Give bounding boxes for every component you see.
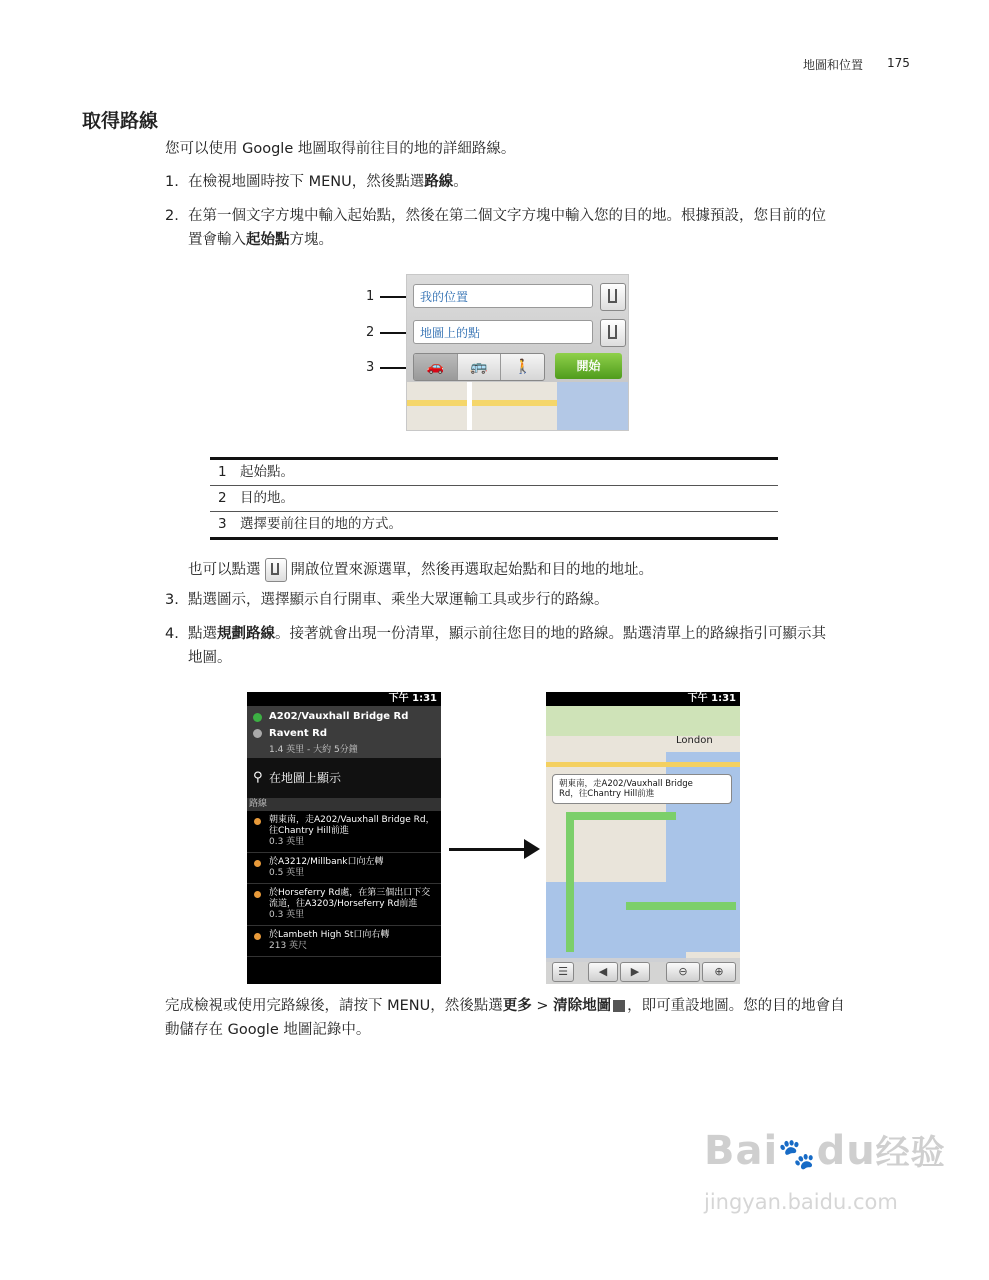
step-1: [165, 170, 910, 194]
pin-icon: ⚲: [253, 770, 263, 785]
map-road: [467, 382, 472, 430]
route-from: A202/Vauxhall Bridge Rd: [269, 711, 409, 722]
map-road: [546, 762, 740, 767]
walk-icon[interactable]: 🚶: [513, 359, 532, 375]
zoom-out-icon[interactable]: ⊖: [666, 962, 700, 982]
route-input-screenshot: [406, 274, 629, 431]
table-row: [210, 512, 778, 537]
end-point-field[interactable]: 地圖上的點: [413, 320, 593, 344]
step-text: 在檢視地圖時按下 MENU，然後點選: [188, 174, 425, 190]
row-number: 3: [218, 516, 227, 532]
bubble-text: 朝東南，走A202/Vauxhall Bridge: [559, 779, 693, 789]
direction-text: 於Horseferry Rd處，在第三個出口下交流道，往A3203/Horseferry Rd前進: [269, 888, 431, 909]
bookmark-note: [188, 558, 653, 582]
direction-dot-icon: [254, 933, 261, 940]
map-route: [566, 812, 676, 820]
row-number: 1: [218, 464, 227, 480]
show-on-map-button[interactable]: [247, 758, 441, 798]
watermark-url: jingyan.baidu.com: [704, 1190, 898, 1214]
watermark-brand: Bai: [704, 1128, 779, 1174]
bus-icon[interactable]: 🚌: [458, 354, 502, 380]
step-4: [165, 622, 910, 670]
step-text: 地圖。: [188, 650, 232, 666]
route-summary: [247, 706, 441, 758]
list-icon[interactable]: ☰: [552, 962, 574, 982]
closing-paragraph: [165, 994, 910, 1042]
map-preview: [407, 382, 628, 430]
prev-step-icon[interactable]: ◀: [588, 962, 618, 982]
next-step-icon[interactable]: ▶: [620, 962, 650, 982]
map-river: [557, 382, 628, 430]
callout-3: 3: [366, 360, 375, 375]
step-bold-text: 起始點: [246, 232, 290, 248]
step-number: 1.: [165, 174, 179, 190]
map-route: [626, 902, 736, 910]
direction-item[interactable]: [247, 853, 441, 884]
direction-dot-icon: [254, 891, 261, 898]
start-marker-icon: [253, 713, 262, 722]
route-to: Ravent Rd: [269, 728, 327, 739]
step-text: 方塊。: [289, 232, 333, 248]
direction-distance: 0.3 英里: [269, 837, 305, 847]
directions-section-header: 路線: [247, 798, 441, 811]
bookmark-icon: [608, 325, 617, 339]
step-text: 。: [453, 174, 468, 190]
travel-mode-selector: [413, 353, 545, 381]
status-bar: 下午 1:31: [247, 692, 441, 706]
legend-table: [210, 457, 778, 540]
table-row: [210, 486, 778, 512]
step-text: 在第一個文字方塊中輸入起始點，然後在第二個文字方塊中輸入您的目的地。根據預設，您目前的位: [188, 208, 826, 224]
step-bold-text: 規劃路線: [217, 626, 275, 642]
callout-1: 1: [366, 289, 375, 304]
note-text: 也可以點選: [188, 562, 261, 578]
closing-text: 動儲存在 Google 地圖記錄中。: [165, 1022, 371, 1038]
direction-dot-icon: [254, 860, 261, 867]
directions-list-screenshot: [247, 692, 441, 984]
arrow-line: [449, 848, 527, 851]
table-row: [210, 460, 778, 486]
row-text: 選擇要前往目的地的方式。: [240, 516, 402, 532]
watermark-brand: du: [816, 1128, 876, 1174]
section-title: 取得路線: [82, 110, 159, 132]
start-bookmark-button[interactable]: [600, 283, 626, 311]
bubble-text: Rd，往Chantry Hill前進: [559, 789, 655, 799]
direction-distance: 0.5 英里: [269, 868, 305, 878]
baidu-watermark: [704, 1128, 946, 1214]
row-text: 目的地。: [240, 490, 294, 506]
map-park: [546, 706, 740, 736]
end-marker-icon: [253, 729, 262, 738]
row-text: 起始點。: [240, 464, 294, 480]
go-button[interactable]: 開始: [555, 353, 622, 379]
step-bold-text: 路線: [424, 174, 454, 190]
map-controls: [546, 958, 740, 984]
map-place-label: London: [676, 735, 713, 746]
bookmark-icon: [608, 289, 617, 303]
closing-text: 完成檢視或使用完路線後，請按下 MENU，然後點選: [165, 998, 503, 1014]
step-2: [165, 204, 910, 252]
step-number: 2.: [165, 208, 179, 224]
direction-item[interactable]: [247, 884, 441, 926]
chapter-header: 地圖和位置: [803, 58, 864, 72]
clear-map-icon: [613, 1000, 625, 1012]
paw-icon: 🐾: [778, 1137, 817, 1172]
note-text: 開啟位置來源選單，然後再選取起始點和目的地的地址。: [290, 562, 653, 578]
step-text: 點選: [188, 626, 217, 642]
menu-more-text: 更多: [502, 998, 532, 1014]
direction-text: 於A3212/Millbank口向左轉: [269, 857, 384, 867]
page-number: 175: [887, 56, 910, 70]
map-route: [566, 812, 574, 952]
closing-text: ，即可重設地圖。您的目的地會自: [627, 998, 845, 1014]
bookmark-glyph: [271, 563, 279, 575]
direction-text: 於Lambeth High St口向右轉: [269, 930, 390, 940]
bookmark-icon: [265, 558, 287, 582]
direction-text: 朝東南，走A202/Vauxhall Bridge Rd，往Chantry Hill前進: [269, 815, 435, 836]
intro-text: 您可以使用 Google 地圖取得前往目的地的詳細路線。: [165, 141, 516, 157]
step-3: [165, 588, 910, 612]
car-icon[interactable]: 🚗: [414, 354, 458, 380]
route-map-screenshot: [546, 692, 740, 984]
step-number: 4.: [165, 626, 179, 642]
step-text: 。接著就會出現一份清單，顯示前往您目的地的路線。點選清單上的路線指引可顯示其: [275, 626, 826, 642]
direction-bubble[interactable]: [552, 774, 732, 804]
menu-separator: >: [531, 998, 554, 1014]
direction-dot-icon: [254, 818, 261, 825]
callout-2: 2: [366, 325, 375, 340]
status-bar: 下午 1:31: [546, 692, 740, 706]
step-text: 點選圖示，選擇顯示自行開車、乘坐大眾運輸工具或步行的路線。: [188, 592, 609, 608]
route-summary-text: 1.4 英里 - 大約 5分鐘: [269, 745, 358, 755]
zoom-in-icon[interactable]: ⊕: [702, 962, 736, 982]
row-number: 2: [218, 490, 227, 506]
end-bookmark-button[interactable]: [600, 319, 626, 347]
step-text: 置會輸入: [188, 232, 246, 248]
direction-item[interactable]: [247, 926, 441, 957]
route-input-panel: [407, 275, 628, 382]
start-point-field[interactable]: 我的位置: [413, 284, 593, 308]
direction-distance: 213 英尺: [269, 941, 308, 951]
step-number: 3.: [165, 592, 179, 608]
watermark-brand-cn: 经验: [875, 1133, 946, 1173]
show-on-map-label: 在地圖上顯示: [269, 771, 342, 785]
clear-map-text: 清除地圖: [553, 998, 612, 1014]
direction-item[interactable]: [247, 811, 441, 853]
arrow-right-icon: [524, 839, 540, 859]
direction-distance: 0.3 英里: [269, 910, 305, 920]
